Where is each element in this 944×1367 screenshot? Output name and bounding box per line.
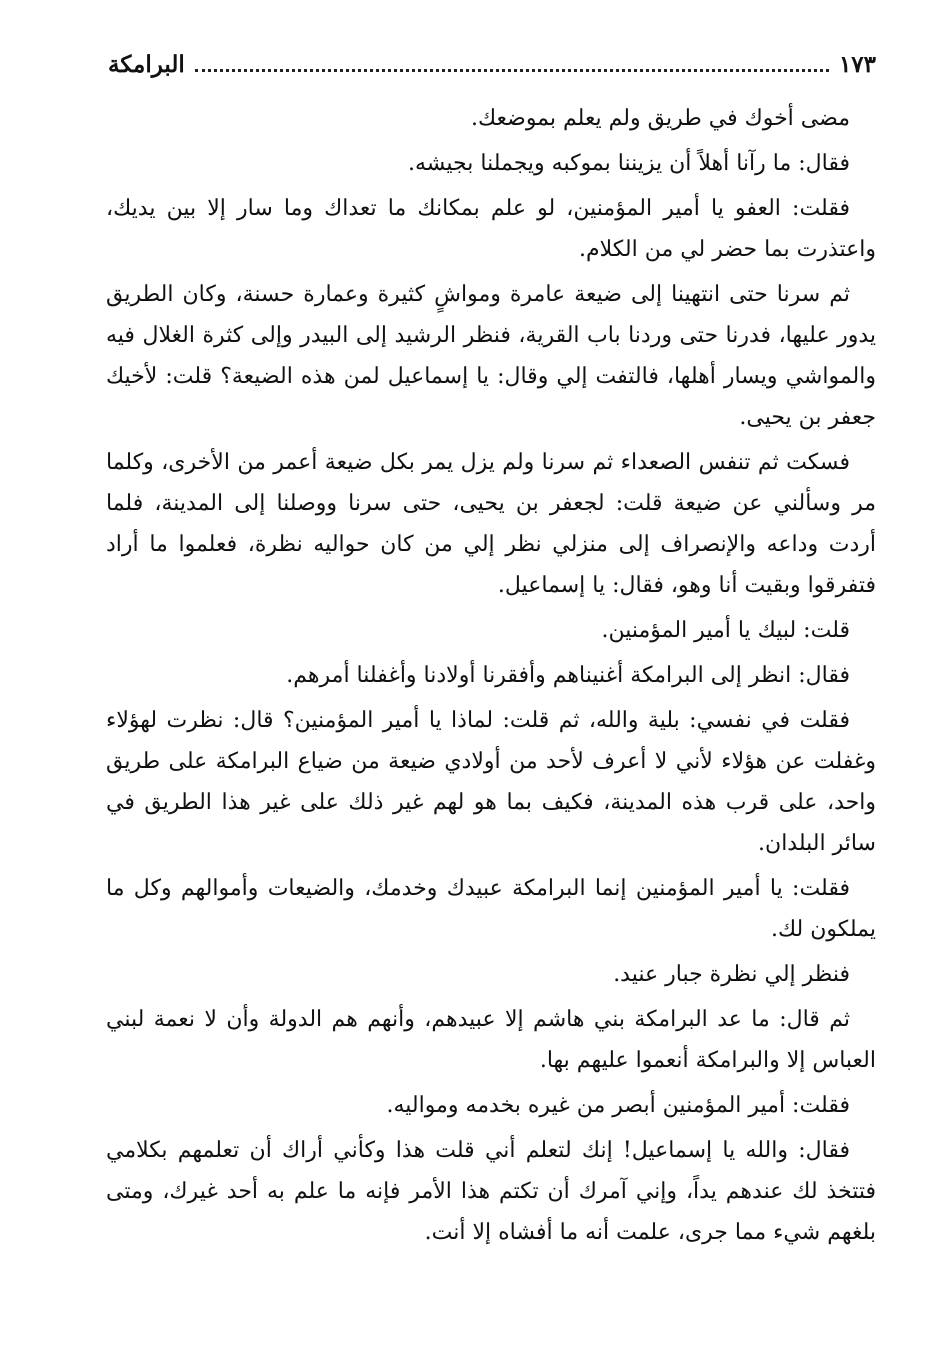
paragraph: فقلت: العفو يا أمير المؤمنين، لو علم بمكانك ما تعداك وما سار إلا بين يديك، واعتذرت بما حضر لي من الكلام. [106,196,876,262]
body-text [106,98,876,1257]
paragraph: ثم سرنا حتى انتهينا إلى ضيعة عامرة ومواشٍ كثيرة وعمارة حسنة، وكان الطريق يدور عليها، فدرنا حتى وردنا باب القرية، فنظر الرشيد إلى البيدر وإلى كثرة الغلال فيه والمواشي ويسار أهلها، فالتفت إلي وقال: يا إسماعيل لمن هذه الضيعة؟ قلت: لأخيك جعفر بن يحيى. [106,282,876,430]
leader-dots [195,69,829,72]
paragraph: فقلت في نفسي: بلية والله، ثم قلت: لماذا يا أمير المؤمنين؟ قال: نظرت لهؤلاء وغفلت عن هؤلاء لأني لا أعرف لأحد من أولادي ضيعة من ضياع البرامكة على طريق واحد، على قرب هذه المدينة، فكيف بما هو لهم غير ذلك على غير هذا الطريق في سائر البلدان. [106,708,876,856]
paragraph: فقال: انظر إلى البرامكة أغنيناهم وأفقرنا أولادنا وأغفلنا أمرهم. [286,663,850,688]
running-title: البرامكة [108,50,185,78]
paragraph: فقال: والله يا إسماعيل! إنك لتعلم أني قلت هذا وكأني أراك أن تعلمهم بكلامي فتتخذ لك عندهم يداً، وإني آمرك أن تكتم هذا الأمر فإنه ما علم به أحد غيرك، ومتى بلغهم شيء مما جرى، علمت أنه ما أفشاه إلا أنت. [106,1138,876,1245]
page-number: ١٧٣ [838,50,876,78]
running-header [108,46,876,82]
paragraph: قلت: لبيك يا أمير المؤمنين. [601,618,850,643]
paragraph: فسكت ثم تنفس الصعداء ثم سرنا ولم يزل يمر بكل ضيعة أعمر من الأخرى، وكلما مر وسألني عن ضيعة قلت: لجعفر بن يحيى، حتى سرنا ووصلنا إلى المدينة، فلما أردت وداعه والإنصراف إلى منزلي نظر إلي من كان حواليه نظرة، فعلموا ما أراد فتفرقوا وبقيت أنا وهو، فقال: يا إسماعيل. [106,450,876,598]
paragraph: فقلت: يا أمير المؤمنين إنما البرامكة عبيدك وخدمك، والضيعات وأموالهم وكل ما يملكون لك. [106,876,876,942]
paragraph: ثم قال: ما عد البرامكة بني هاشم إلا عبيدهم، وأنهم هم الدولة وأن لا نعمة لبني العباس إلا والبرامكة أنعموا عليهم بها. [106,1007,876,1073]
paragraph: فنظر إلي نظرة جبار عنيد. [613,962,850,987]
paragraph: مضى أخوك في طريق ولم يعلم بموضعك. [470,106,850,131]
paragraph: فقلت: أمير المؤمنين أبصر من غيره بخدمه ومواليه. [386,1093,850,1118]
paragraph: فقال: ما رآنا أهلاً أن يزيننا بموكبه ويجملنا بجيشه. [408,151,850,176]
